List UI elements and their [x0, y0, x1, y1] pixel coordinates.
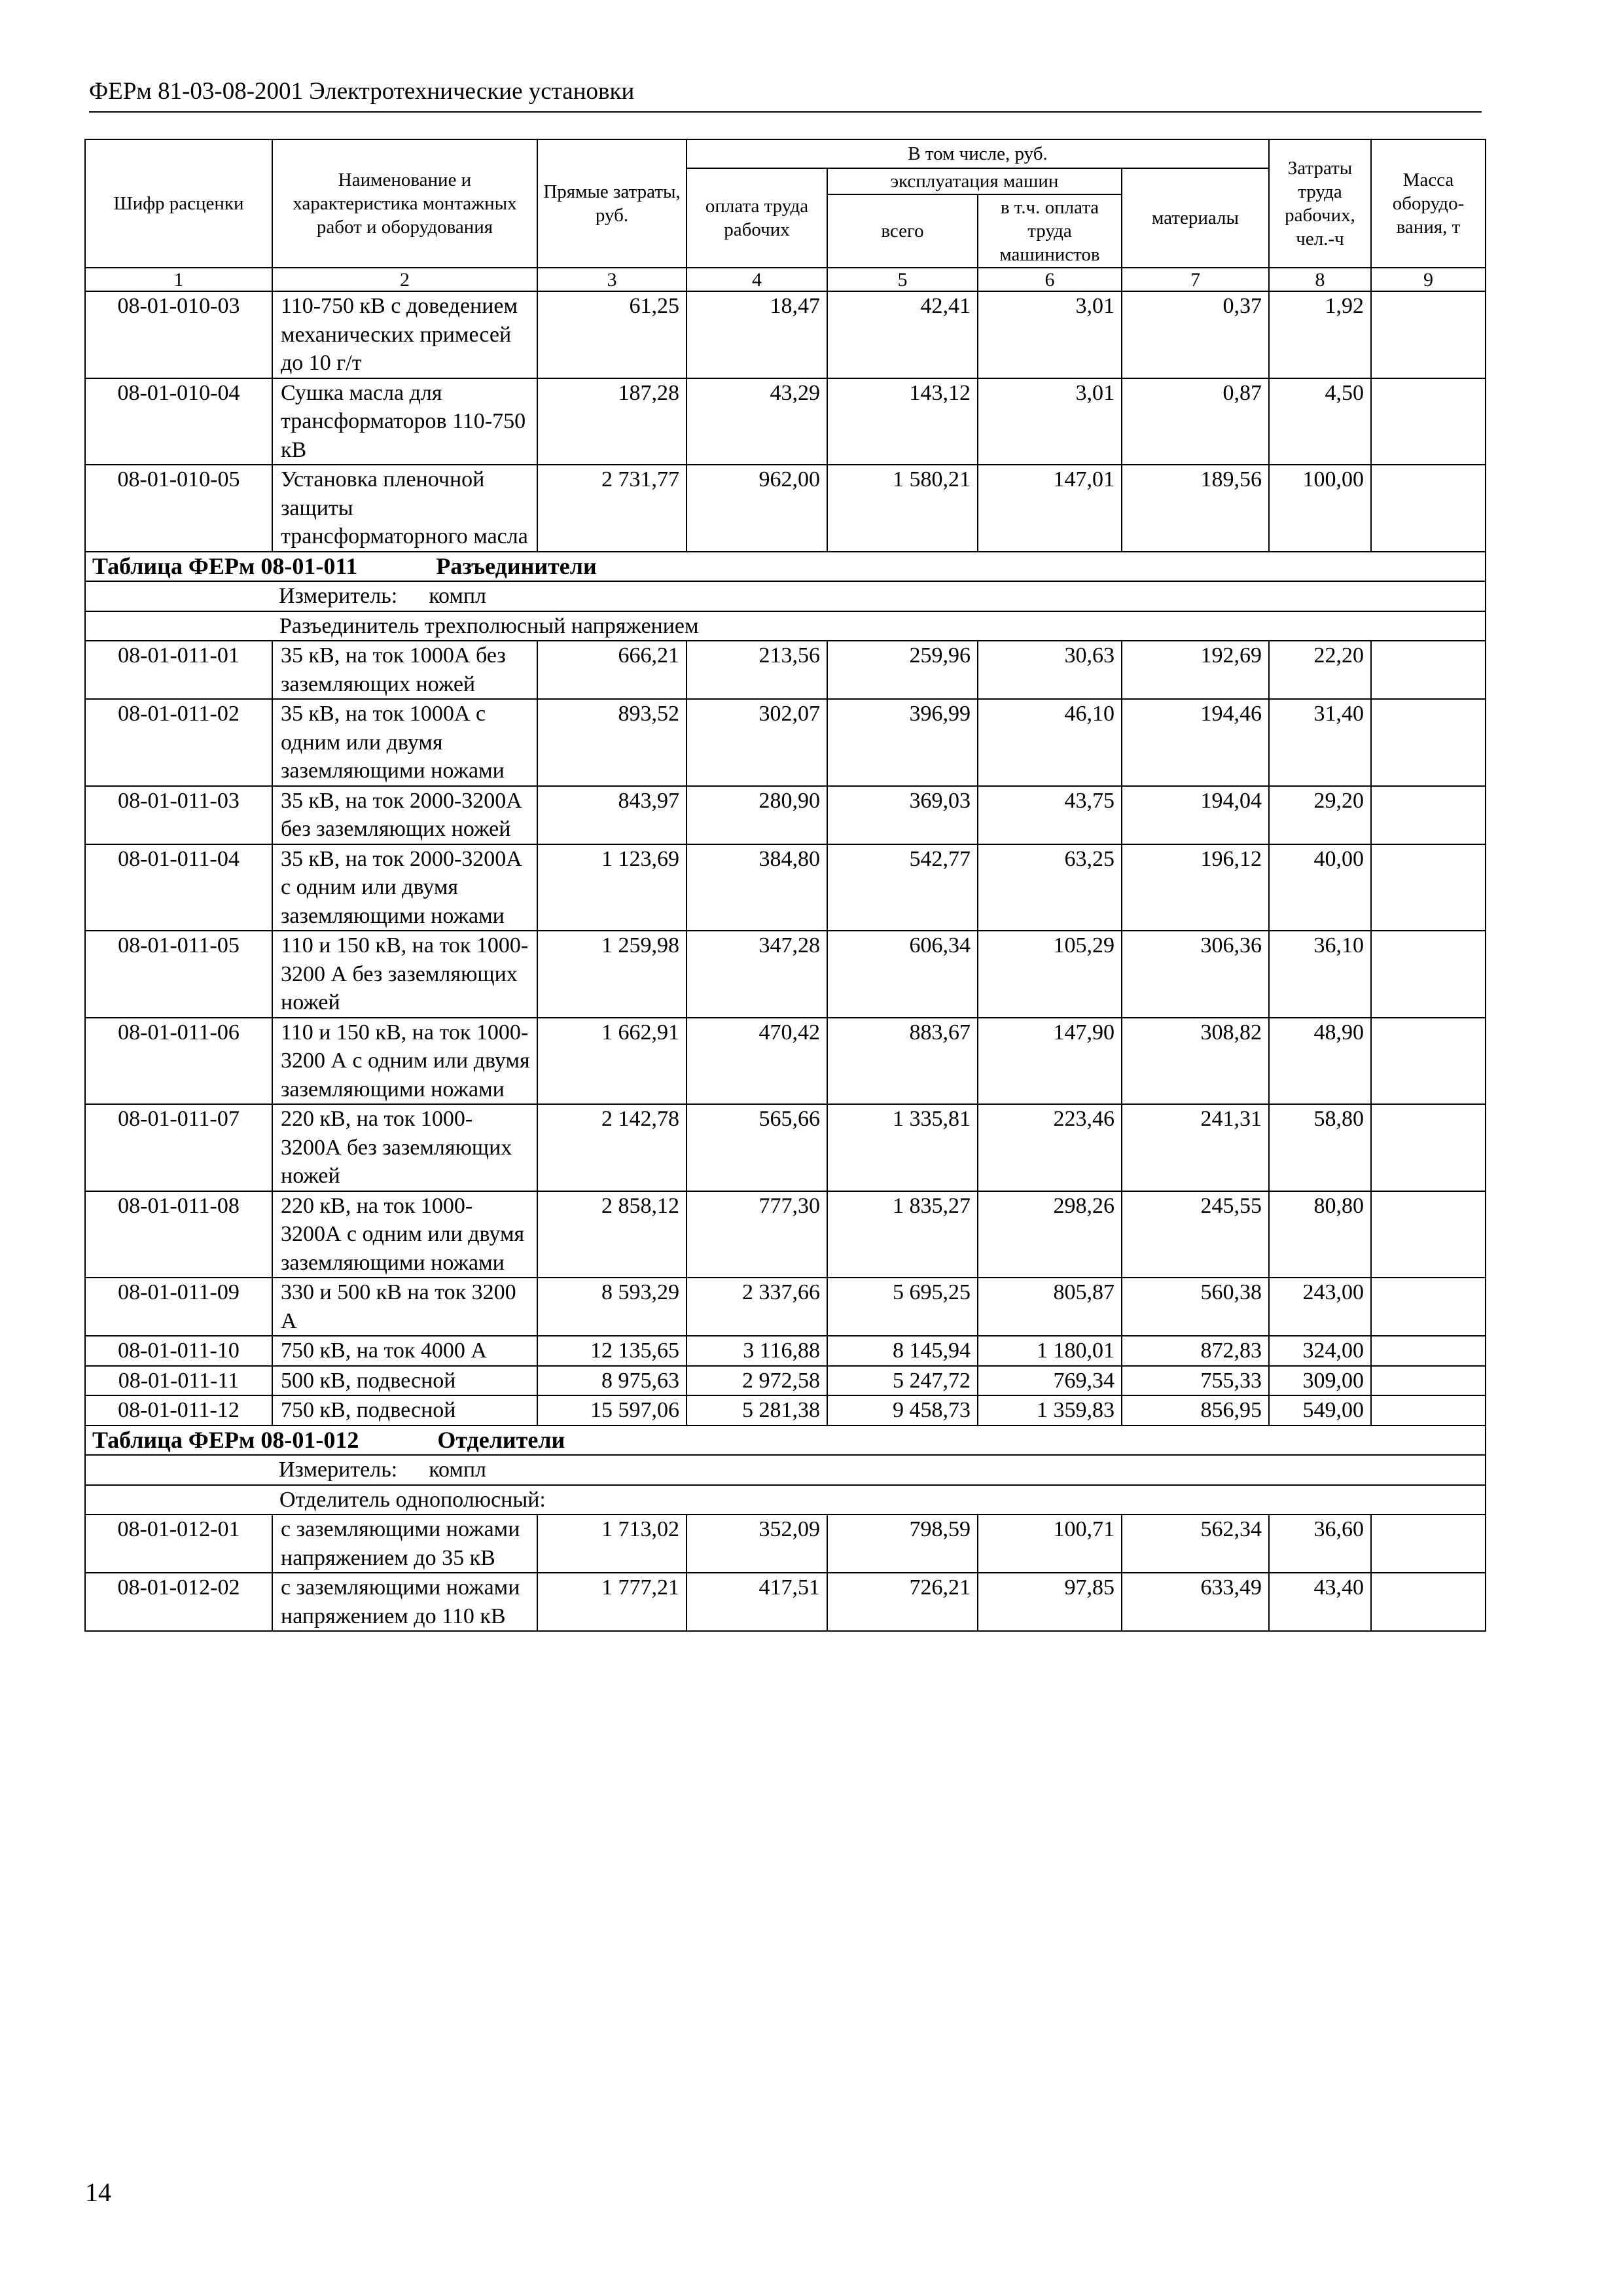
rate-code-cell: 08-01-011-11 [85, 1366, 272, 1396]
table-012 [85, 1426, 1486, 1515]
table-row [85, 1395, 1486, 1426]
machinist-pay-cell: 805,87 [978, 1278, 1122, 1336]
machinist-pay-cell: 298,26 [978, 1191, 1122, 1278]
work-name-cell: 110 и 150 кВ, на ток 1000-3200 А без заземляющих ножей [272, 931, 537, 1018]
labor-costs-cell: 549,00 [1269, 1395, 1371, 1426]
table-title [85, 552, 1486, 582]
work-name-cell: с заземляющими ножами напряжением до 110 кВ [272, 1573, 537, 1631]
measure-unit-row [85, 581, 1486, 611]
machinist-pay-cell: 63,25 [978, 844, 1122, 931]
direct-costs-cell: 2 142,78 [537, 1104, 687, 1191]
materials-cell: 633,49 [1122, 1573, 1269, 1631]
machinist-pay-cell: 147,01 [978, 465, 1122, 552]
header-machinist-pay: в т.ч. оплата труда машинистов [978, 194, 1122, 268]
work-name-cell: 500 кВ, подвесной [272, 1366, 537, 1396]
table-row [85, 1336, 1486, 1366]
column-number: 2 [272, 268, 537, 291]
machine-total-cell: 1 580,21 [827, 465, 978, 552]
materials-cell: 856,95 [1122, 1395, 1269, 1426]
equipment-mass-cell [1371, 844, 1486, 931]
materials-cell: 755,33 [1122, 1366, 1269, 1396]
table-header [85, 139, 1486, 291]
materials-cell: 306,36 [1122, 931, 1269, 1018]
worker-pay-cell: 565,66 [687, 1104, 827, 1191]
table-row [85, 699, 1486, 786]
machine-total-cell: 1 835,27 [827, 1191, 978, 1278]
table-row [85, 1278, 1486, 1336]
direct-costs-cell: 666,21 [537, 641, 687, 699]
table-title-row [85, 552, 1486, 582]
labor-costs-cell: 36,10 [1269, 931, 1371, 1018]
table-row [85, 1104, 1486, 1191]
header-worker-pay: оплата труда рабочих [687, 168, 827, 268]
machinist-pay-cell: 100,71 [978, 1515, 1122, 1573]
worker-pay-cell: 2 972,58 [687, 1366, 827, 1396]
rate-code-cell: 08-01-011-04 [85, 844, 272, 931]
price-table [84, 139, 1486, 1632]
direct-costs-cell: 1 777,21 [537, 1573, 687, 1631]
rate-code-cell: 08-01-010-03 [85, 291, 272, 378]
machine-total-cell: 369,03 [827, 786, 978, 844]
materials-cell: 0,87 [1122, 378, 1269, 465]
direct-costs-cell: 187,28 [537, 378, 687, 465]
machinist-pay-cell: 1 180,01 [978, 1336, 1122, 1366]
column-number: 5 [827, 268, 978, 291]
machinist-pay-cell: 3,01 [978, 291, 1122, 378]
materials-cell: 0,37 [1122, 291, 1269, 378]
header-mass: Масса оборудо-вания, т [1371, 139, 1486, 268]
equipment-mass-cell [1371, 1336, 1486, 1366]
header-including: В том числе, руб. [687, 139, 1269, 168]
labor-costs-cell: 48,90 [1269, 1018, 1371, 1105]
table-row [85, 465, 1486, 552]
direct-costs-cell: 61,25 [537, 291, 687, 378]
table-011 [85, 552, 1486, 641]
labor-costs-cell: 22,20 [1269, 641, 1371, 699]
measure-unit [85, 1455, 1486, 1485]
header-direct-costs: Прямые затраты, руб. [537, 139, 687, 268]
table-title-name: Разъединители [436, 552, 597, 579]
worker-pay-cell: 5 281,38 [687, 1395, 827, 1426]
work-name-cell: 750 кВ, на ток 4000 А [272, 1336, 537, 1366]
labor-costs-cell: 324,00 [1269, 1336, 1371, 1366]
machinist-pay-cell: 43,75 [978, 786, 1122, 844]
machine-total-cell: 883,67 [827, 1018, 978, 1105]
rate-code-cell: 08-01-011-03 [85, 786, 272, 844]
worker-pay-cell: 2 337,66 [687, 1278, 827, 1336]
machine-total-cell: 259,96 [827, 641, 978, 699]
worker-pay-cell: 962,00 [687, 465, 827, 552]
direct-costs-cell: 1 713,02 [537, 1515, 687, 1573]
worker-pay-cell: 347,28 [687, 931, 827, 1018]
direct-costs-cell: 12 135,65 [537, 1336, 687, 1366]
labor-costs-cell: 43,40 [1269, 1573, 1371, 1631]
work-name-cell: 220 кВ, на ток 1000-3200А с одним или двумя заземляющими ножами [272, 1191, 537, 1278]
machine-total-cell: 5 247,72 [827, 1366, 978, 1396]
materials-cell: 872,83 [1122, 1336, 1269, 1366]
work-name-cell: 750 кВ, подвесной [272, 1395, 537, 1426]
materials-cell: 241,31 [1122, 1104, 1269, 1191]
materials-cell: 245,55 [1122, 1191, 1269, 1278]
rate-code-cell: 08-01-011-01 [85, 641, 272, 699]
rate-code-cell: 08-01-011-12 [85, 1395, 272, 1426]
column-number: 6 [978, 268, 1122, 291]
equipment-mass-cell [1371, 1366, 1486, 1396]
unit-label: Измеритель: [279, 584, 398, 608]
table-row [85, 1366, 1486, 1396]
rate-code-cell: 08-01-011-08 [85, 1191, 272, 1278]
labor-costs-cell: 243,00 [1269, 1278, 1371, 1336]
machine-total-cell: 1 335,81 [827, 1104, 978, 1191]
rate-code-cell: 08-01-010-04 [85, 378, 272, 465]
table-row [85, 844, 1486, 931]
worker-pay-cell: 417,51 [687, 1573, 827, 1631]
header-code: Шифр расценки [85, 139, 272, 268]
rate-code-cell: 08-01-011-07 [85, 1104, 272, 1191]
table-row [85, 786, 1486, 844]
header-machine-total: всего [827, 194, 978, 268]
table-row [85, 1573, 1486, 1631]
rate-code-cell: 08-01-011-09 [85, 1278, 272, 1336]
labor-costs-cell: 4,50 [1269, 378, 1371, 465]
machine-total-cell: 726,21 [827, 1573, 978, 1631]
rate-code-cell: 08-01-012-01 [85, 1515, 272, 1573]
equipment-mass-cell [1371, 786, 1486, 844]
unit-value: компл [429, 584, 487, 608]
rows-010 [85, 291, 1486, 552]
labor-costs-cell: 31,40 [1269, 699, 1371, 786]
machinist-pay-cell: 1 359,83 [978, 1395, 1122, 1426]
work-name-cell: Установка пленочной защиты трансформаторного масла [272, 465, 537, 552]
table-row [85, 1018, 1486, 1105]
column-number: 9 [1371, 268, 1486, 291]
column-number: 1 [85, 268, 272, 291]
labor-costs-cell: 58,80 [1269, 1104, 1371, 1191]
work-name-cell: 110-750 кВ с доведением механических примесей до 10 г/т [272, 291, 537, 378]
table-title-row [85, 1426, 1486, 1456]
table-row [85, 641, 1486, 699]
machinist-pay-cell: 769,34 [978, 1366, 1122, 1396]
table-row [85, 291, 1486, 378]
table-title [85, 1426, 1486, 1456]
work-name-cell: 330 и 500 кВ на ток 3200 А [272, 1278, 537, 1336]
rate-code-cell: 08-01-011-06 [85, 1018, 272, 1105]
direct-costs-cell: 893,52 [537, 699, 687, 786]
materials-cell: 189,56 [1122, 465, 1269, 552]
worker-pay-cell: 18,47 [687, 291, 827, 378]
unit-value: компл [429, 1458, 487, 1482]
materials-cell: 194,46 [1122, 699, 1269, 786]
unit-label: Измеритель: [279, 1458, 398, 1482]
labor-costs-cell: 1,92 [1269, 291, 1371, 378]
rate-code-cell: 08-01-010-05 [85, 465, 272, 552]
header-materials: материалы [1122, 168, 1269, 268]
machine-total-cell: 8 145,94 [827, 1336, 978, 1366]
labor-costs-cell: 80,80 [1269, 1191, 1371, 1278]
worker-pay-cell: 384,80 [687, 844, 827, 931]
labor-costs-cell: 100,00 [1269, 465, 1371, 552]
equipment-mass-cell [1371, 1104, 1486, 1191]
materials-cell: 196,12 [1122, 844, 1269, 931]
work-name-cell: 35 кВ, на ток 2000-3200А с одним или двумя заземляющими ножами [272, 844, 537, 931]
worker-pay-cell: 43,29 [687, 378, 827, 465]
measure-unit-row [85, 1455, 1486, 1485]
worker-pay-cell: 777,30 [687, 1191, 827, 1278]
machinist-pay-cell: 223,46 [978, 1104, 1122, 1191]
header-name: Наименование и характеристика монтажных работ и оборудования [272, 139, 537, 268]
machine-total-cell: 42,41 [827, 291, 978, 378]
table-title-code: Таблица ФЕРм 08-01-012 [92, 1426, 359, 1453]
machinist-pay-cell: 97,85 [978, 1573, 1122, 1631]
rate-code-cell: 08-01-011-10 [85, 1336, 272, 1366]
column-number: 3 [537, 268, 687, 291]
materials-cell: 194,04 [1122, 786, 1269, 844]
direct-costs-cell: 1 123,69 [537, 844, 687, 931]
work-name-cell: с заземляющими ножами напряжением до 35 кВ [272, 1515, 537, 1573]
table-row [85, 1191, 1486, 1278]
equipment-mass-cell [1371, 1191, 1486, 1278]
work-name-cell: Сушка масла для трансформаторов 110-750 кВ [272, 378, 537, 465]
labor-costs-cell: 40,00 [1269, 844, 1371, 931]
measure-unit [85, 581, 1486, 611]
group-row [85, 611, 1486, 641]
machinist-pay-cell: 30,63 [978, 641, 1122, 699]
machinist-pay-cell: 105,29 [978, 931, 1122, 1018]
work-name-cell: 35 кВ, на ток 1000А без заземляющих ножей [272, 641, 537, 699]
machine-total-cell: 143,12 [827, 378, 978, 465]
work-name-cell: 220 кВ, на ток 1000-3200А без заземляющих ножей [272, 1104, 537, 1191]
header-machine-ops: эксплуатация машин [827, 168, 1122, 194]
direct-costs-cell: 2 858,12 [537, 1191, 687, 1278]
labor-costs-cell: 309,00 [1269, 1366, 1371, 1396]
work-name-cell: 110 и 150 кВ, на ток 1000-3200 А с одним или двумя заземляющими ножами [272, 1018, 537, 1105]
equipment-mass-cell [1371, 1018, 1486, 1105]
document-header: ФЕРм 81-03-08-2001 Электротехнические установки [89, 77, 1482, 113]
column-number: 8 [1269, 268, 1371, 291]
worker-pay-cell: 213,56 [687, 641, 827, 699]
header-labor: Затраты труда рабочих, чел.-ч [1269, 139, 1371, 268]
worker-pay-cell: 3 116,88 [687, 1336, 827, 1366]
page-number: 14 [85, 2178, 111, 2207]
worker-pay-cell: 280,90 [687, 786, 827, 844]
materials-cell: 560,38 [1122, 1278, 1269, 1336]
table-row [85, 1515, 1486, 1573]
machinist-pay-cell: 3,01 [978, 378, 1122, 465]
rows-012 [85, 1515, 1486, 1631]
machine-total-cell: 396,99 [827, 699, 978, 786]
equipment-mass-cell [1371, 1573, 1486, 1631]
equipment-mass-cell [1371, 1515, 1486, 1573]
table-row [85, 378, 1486, 465]
direct-costs-cell: 843,97 [537, 786, 687, 844]
machine-total-cell: 798,59 [827, 1515, 978, 1573]
materials-cell: 562,34 [1122, 1515, 1269, 1573]
machinist-pay-cell: 147,90 [978, 1018, 1122, 1105]
equipment-mass-cell [1371, 1395, 1486, 1426]
work-name-cell: 35 кВ, на ток 1000А с одним или двумя заземляющими ножами [272, 699, 537, 786]
table-title-code: Таблица ФЕРм 08-01-011 [92, 552, 358, 579]
equipment-mass-cell [1371, 699, 1486, 786]
group-label: Разъединитель трехполюсный напряжением [85, 611, 1486, 641]
direct-costs-cell: 1 662,91 [537, 1018, 687, 1105]
worker-pay-cell: 302,07 [687, 699, 827, 786]
column-number: 4 [687, 268, 827, 291]
labor-costs-cell: 36,60 [1269, 1515, 1371, 1573]
direct-costs-cell: 1 259,98 [537, 931, 687, 1018]
machine-total-cell: 9 458,73 [827, 1395, 978, 1426]
equipment-mass-cell [1371, 291, 1486, 378]
group-label: Отделитель однополюсный: [85, 1485, 1486, 1515]
worker-pay-cell: 470,42 [687, 1018, 827, 1105]
labor-costs-cell: 29,20 [1269, 786, 1371, 844]
machine-total-cell: 606,34 [827, 931, 978, 1018]
machinist-pay-cell: 46,10 [978, 699, 1122, 786]
materials-cell: 308,82 [1122, 1018, 1269, 1105]
table-title-name: Отделители [437, 1426, 565, 1453]
rate-code-cell: 08-01-012-02 [85, 1573, 272, 1631]
work-name-cell: 35 кВ, на ток 2000-3200А без заземляющих ножей [272, 786, 537, 844]
direct-costs-cell: 15 597,06 [537, 1395, 687, 1426]
table-row [85, 931, 1486, 1018]
equipment-mass-cell [1371, 1278, 1486, 1336]
column-numbers-row [85, 268, 1486, 291]
machine-total-cell: 542,77 [827, 844, 978, 931]
direct-costs-cell: 8 593,29 [537, 1278, 687, 1336]
direct-costs-cell: 8 975,63 [537, 1366, 687, 1396]
equipment-mass-cell [1371, 931, 1486, 1018]
equipment-mass-cell [1371, 641, 1486, 699]
materials-cell: 192,69 [1122, 641, 1269, 699]
rate-code-cell: 08-01-011-05 [85, 931, 272, 1018]
worker-pay-cell: 352,09 [687, 1515, 827, 1573]
rows-011 [85, 641, 1486, 1426]
group-row [85, 1485, 1486, 1515]
equipment-mass-cell [1371, 465, 1486, 552]
machine-total-cell: 5 695,25 [827, 1278, 978, 1336]
direct-costs-cell: 2 731,77 [537, 465, 687, 552]
column-number: 7 [1122, 268, 1269, 291]
rate-code-cell: 08-01-011-02 [85, 699, 272, 786]
equipment-mass-cell [1371, 378, 1486, 465]
